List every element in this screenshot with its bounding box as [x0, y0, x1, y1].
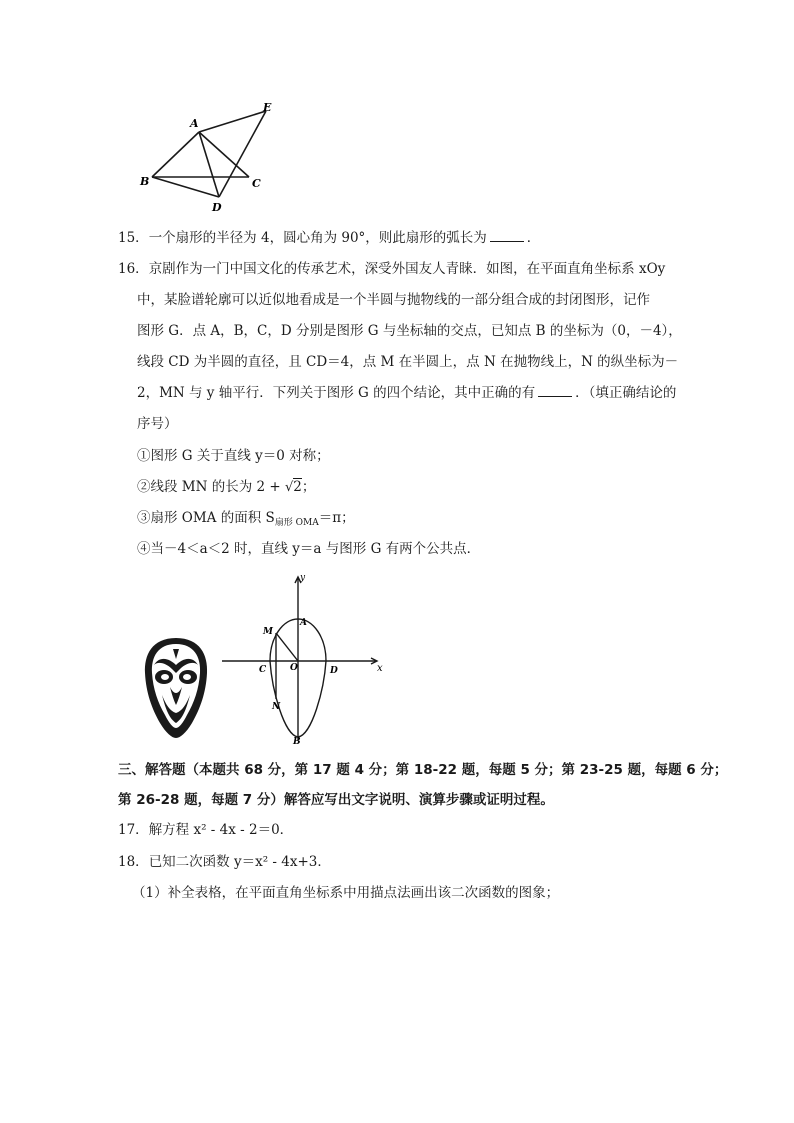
label-y: y	[300, 573, 306, 583]
opera-mask-image	[140, 635, 212, 740]
q17-text: 解方程 x² - 4x - 2＝0．	[148, 822, 294, 838]
q16-line-4: 线段 CD 为半圆的直径，且 CD＝4，点 M 在半圆上，点 N 在抛物线上，N 的纵坐标为－	[137, 354, 679, 370]
q16-text-5: 2，MN 与 y 轴平行．下列关于图形 G 的四个结论，其中正确的有	[137, 385, 536, 401]
label-M: M	[263, 627, 273, 637]
label-D: D	[330, 666, 338, 676]
label-C: C	[259, 665, 267, 675]
q15-answer-blank[interactable]	[490, 229, 524, 242]
section-3-heading-line-1: 三、解答题（本题共 68 分，第 17 题 4 分；第 18-22 题，每题 5 分；第 23-25 题，每题 6 分；	[118, 762, 728, 778]
q16-conclusion-4: ④当－4＜a＜2 时，直线 y＝a 与图形 G 有两个公共点．	[137, 541, 481, 557]
label-B: B	[140, 175, 150, 188]
graph-figure	[220, 570, 390, 748]
q15-text: 一个扇形的半径为 4，圆心角为 90°，则此扇形的弧长为	[148, 230, 487, 246]
q15-number: 15．	[118, 230, 149, 246]
q16-text-5-tail: ．（填正确结论的	[575, 385, 677, 401]
label-O: O	[290, 663, 298, 673]
q16-c2-tail: ；	[301, 479, 316, 495]
q16-conclusion-3	[137, 508, 355, 533]
label-A: A	[300, 618, 307, 628]
q15-tail: ．	[526, 230, 541, 246]
q16-line-3: 图形 G．点 A，B，C，D 分别是图形 G 与坐标轴的交点，已知点 B 的坐标为（0，－4），	[137, 323, 682, 339]
section-3-heading-line-2: 第 26-28 题，每题 7 分）解答应写出文字说明、演算步骤或证明过程。	[118, 792, 554, 808]
q16-text-1: 京剧作为一门中国文化的传承艺术，深受外国友人青睐．如图，在平面直角坐标系 xOy	[148, 261, 666, 277]
q16-answer-blank[interactable]	[538, 384, 572, 397]
q17-number: 17．	[118, 822, 149, 838]
q18-part-1: （1）补全表格，在平面直角坐标系中用描点法画出该二次函数的图象；	[132, 885, 560, 901]
q18-text: 已知二次函数 y＝x² - 4x+3．	[148, 854, 331, 870]
label-N: N	[272, 702, 281, 712]
q16-line-1	[118, 259, 665, 279]
label-D: D	[212, 201, 222, 214]
label-C: C	[252, 177, 261, 190]
q16-c3-text: ③扇形 OMA 的面积 S	[137, 510, 275, 526]
label-A: A	[190, 117, 199, 130]
q18-number: 18．	[118, 854, 149, 870]
q16-c3-tail: ＝π；	[318, 510, 355, 526]
question-17	[118, 820, 293, 840]
question-18	[118, 852, 331, 872]
sqrt-symbol: √	[285, 480, 294, 495]
q16-c2-radicand: 2	[293, 479, 302, 495]
question-15	[118, 228, 540, 248]
q16-c3-subscript: 扇形 OMA	[274, 518, 319, 528]
triangle-figure	[130, 95, 290, 220]
q16-conclusion-1: ①图形 G 关于直线 y＝0 对称；	[137, 448, 330, 464]
q16-number: 16．	[118, 261, 149, 277]
q16-line-5	[137, 383, 676, 403]
label-E: E	[263, 101, 272, 114]
label-B: B	[293, 737, 301, 747]
q16-line-2: 中，某脸谱轮廓可以近似地看成是一个半圆与抛物线的一部分组合成的封闭图形，记作	[137, 292, 650, 308]
q16-line-6: 序号）	[137, 416, 178, 432]
q16-conclusion-2	[137, 477, 315, 498]
label-x: x	[377, 663, 383, 674]
q16-c2-text: ②线段 MN 的长为 2 +	[137, 479, 281, 495]
